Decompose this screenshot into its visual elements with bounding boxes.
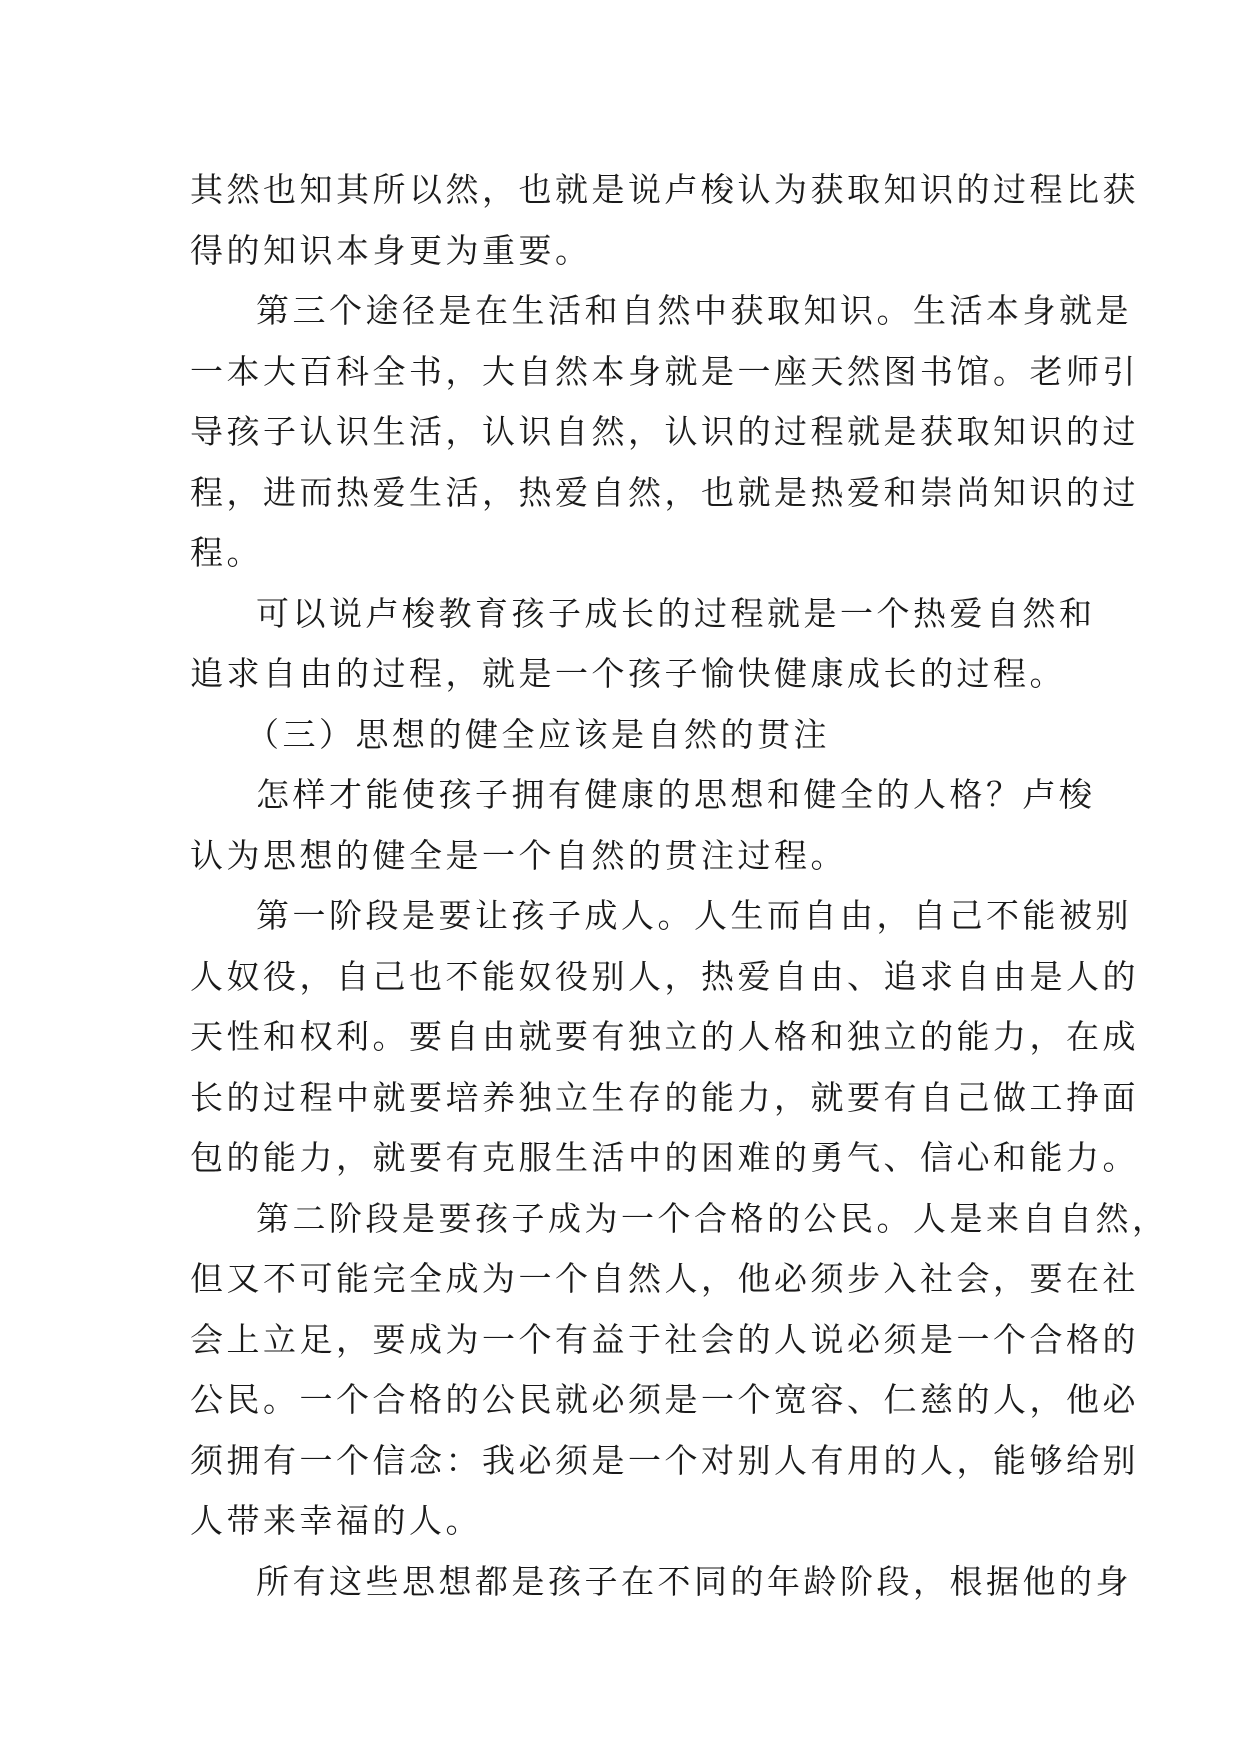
text-line: 人奴役，自己也不能奴役别人，热爱自由、追求自由是人的 — [190, 956, 1139, 996]
paragraph-start-line: 第三个途径是在生活和自然中获取知识。生活本身就是 — [256, 291, 1132, 330]
paragraph-start-line: 第二阶段是要孩子成为一个合格的公民。人是来自自然， — [256, 1198, 1169, 1238]
text-line: 天性和权利。要自由就要有独立的人格和独立的能力，在成 — [190, 1017, 1139, 1056]
text-line: 认为思想的健全是一个自然的贯注过程。 — [190, 835, 847, 875]
text-line: 会上立足，要成为一个有益于社会的人说必须是一个合格的 — [190, 1319, 1139, 1359]
text-line: 其然也知其所以然，也就是说卢梭认为获取知识的过程比获 — [190, 170, 1139, 209]
section-heading: （三）思想的健全应该是自然的贯注 — [246, 714, 830, 754]
text-line: 一本大百科全书，大自然本身就是一座天然图书馆。老师引 — [190, 351, 1139, 391]
text-line: 须拥有一个信念：我必须是一个对别人有用的人，能够给别 — [190, 1440, 1139, 1480]
text-line: 公民。一个合格的公民就必须是一个宽容、仁慈的人，他必 — [190, 1380, 1139, 1419]
paragraph-start-line: 怎样才能使孩子拥有健康的思想和健全的人格？卢梭 — [256, 775, 1096, 814]
text-line: 但又不可能完全成为一个自然人，他必须步入社会，要在社 — [190, 1259, 1139, 1298]
text-line: 人带来幸福的人。 — [190, 1501, 482, 1540]
paragraph-start-line: 可以说卢梭教育孩子成长的过程就是一个热爱自然和 — [256, 593, 1096, 633]
text-line: 导孩子认识生活，认识自然，认识的过程就是获取知识的过 — [190, 412, 1139, 451]
text-line: 程。 — [190, 533, 263, 572]
text-line: 长的过程中就要培养独立生存的能力，就要有自己做工挣面 — [190, 1077, 1139, 1117]
text-line: 追求自由的过程，就是一个孩子愉快健康成长的过程。 — [190, 654, 1066, 693]
text-line: 包的能力，就要有克服生活中的困难的勇气、信心和能力。 — [190, 1138, 1139, 1177]
text-line: 程，进而热爱生活，热爱自然，也就是热爱和崇尚知识的过 — [190, 472, 1139, 512]
paragraph-start-line: 所有这些思想都是孩子在不同的年龄阶段，根据他的身 — [256, 1561, 1132, 1601]
paragraph-start-line: 第一阶段是要让孩子成人。人生而自由，自己不能被别 — [256, 896, 1132, 935]
text-line: 得的知识本身更为重要。 — [190, 230, 592, 270]
body-text — [190, 160, 1169, 1612]
